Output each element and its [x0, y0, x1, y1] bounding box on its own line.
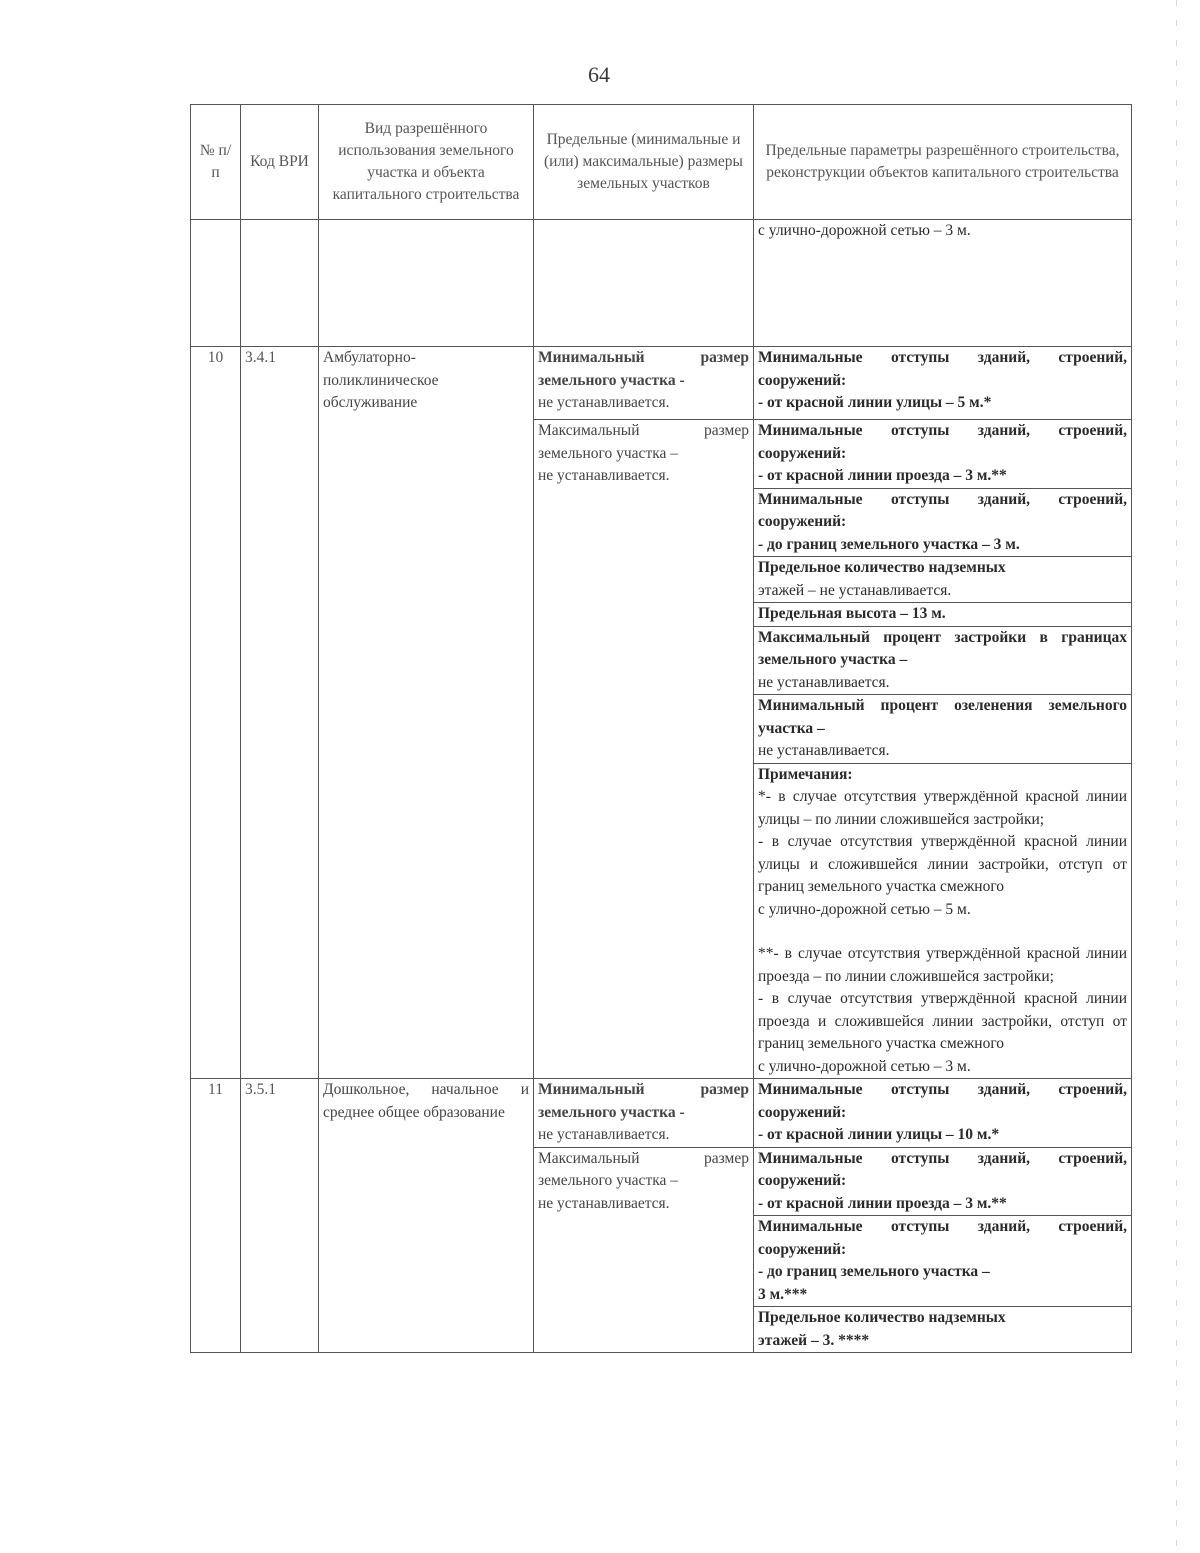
- param-heading: Минимальные отступы зданий, строений, сооружений:: [758, 1081, 1127, 1121]
- param-block: [754, 488, 1132, 557]
- param-heading: Минимальные отступы зданий, строений, сооружений:: [758, 422, 1127, 462]
- param-heading: Минимальные отступы зданий, строений, сооружений:: [758, 490, 1127, 530]
- param-block: [754, 1079, 1132, 1148]
- param-value: не устанавливается.: [758, 742, 890, 759]
- param-value: этажей – не устанавливается.: [758, 581, 952, 599]
- note-item: - в случае отсутствия утверждённой красной линии проезда и сложившейся линии застройки, отступ от границ земельного участка смежного: [758, 990, 1127, 1052]
- notes-block: [754, 763, 1132, 1079]
- param-value: - от красной линии улицы – 5 м.*: [758, 394, 992, 411]
- max-plot-size: [534, 1147, 754, 1353]
- zoning-parameters-table: [190, 104, 1132, 1353]
- table-row: [191, 220, 1132, 347]
- scan-margin-line: [1176, 0, 1177, 1553]
- table-header-row: [191, 105, 1132, 220]
- cell-number: [191, 220, 241, 347]
- param-heading: Предельное количество надземных: [758, 559, 1006, 576]
- param-block: [754, 420, 1132, 489]
- max-plot-size-value: не устанавливается.: [538, 467, 670, 484]
- min-plot-size-label: Минимальный размер земельного участка -: [538, 349, 749, 389]
- max-plot-size-label: Максимальный размер земельного участка –: [538, 422, 749, 462]
- param-block: [754, 1216, 1132, 1307]
- row-number: 11: [191, 1079, 241, 1353]
- params-text: с улично-дорожной сетью – 3 м.: [758, 222, 971, 239]
- param-value: не устанавливается.: [758, 673, 890, 691]
- min-plot-size-value: не устанавливается.: [538, 1126, 670, 1143]
- min-plot-size-label: Минимальный размер земельного участка -: [538, 1081, 749, 1121]
- row-code: 3.5.1: [241, 1079, 319, 1353]
- param-heading: Минимальные отступы зданий, строений, сооружений:: [758, 1149, 1127, 1189]
- param-block: [754, 626, 1132, 695]
- row-use-type: Дошкольное, начальное и среднее общее образование: [319, 1079, 534, 1353]
- note-item: - в случае отсутствия утверждённой красной линии улицы и сложившейся линии застройки, отступ от границ земельного участка смежного: [758, 833, 1127, 895]
- table-row: [191, 347, 1132, 420]
- param-value: - до границ земельного участка – 3 м.: [758, 535, 1020, 553]
- cell-plot-size: [534, 220, 754, 347]
- table-row: [191, 1079, 1132, 1148]
- param-heading: Предельное количество надземных: [758, 1309, 1006, 1326]
- param-value: - от красной линии улицы – 10 м.*: [758, 1126, 1000, 1143]
- header-number: № п/п: [191, 105, 241, 220]
- param-value: этажей – 3. ****: [758, 1331, 870, 1349]
- param-heading: Предельная высота – 13 м.: [758, 605, 946, 622]
- param-heading: Минимальные отступы зданий, строений, сооружений:: [758, 349, 1127, 389]
- max-plot-size: [534, 420, 754, 1079]
- param-block: [754, 557, 1132, 603]
- header-use-type: Вид разрешённого использования земельного участка и объекта капитального строительства: [319, 105, 534, 220]
- param-block: [754, 695, 1132, 764]
- param-block: [754, 347, 1132, 420]
- param-block: [754, 1307, 1132, 1353]
- param-heading: Минимальный процент озеленения земельного участка –: [758, 697, 1127, 737]
- param-heading: Минимальные отступы зданий, строений, сооружений:: [758, 1218, 1127, 1258]
- header-build-params: Предельные параметры разрешённого строительства, реконструкции объектов капитального строительства: [754, 105, 1132, 220]
- note-item: с улично-дорожной сетью – 5 м.: [758, 900, 971, 918]
- header-code: Код ВРИ: [241, 105, 319, 220]
- param-block: [754, 603, 1132, 627]
- cell-use-type: [319, 220, 534, 347]
- row-number: 10: [191, 347, 241, 1079]
- min-plot-size-value: не устанавливается.: [538, 394, 670, 411]
- min-plot-size: [534, 1079, 754, 1148]
- row-use-type: Амбулаторно-поликлиническое обслуживание: [319, 347, 534, 1079]
- param-value: - от красной линии проезда – 3 м.**: [758, 1194, 1007, 1212]
- header-plot-size: Предельные (минимальные и (или) максимальные) размеры земельных участков: [534, 105, 754, 220]
- min-plot-size: [534, 347, 754, 420]
- note-item: с улично-дорожной сетью – 3 м.: [758, 1057, 971, 1075]
- param-block: [754, 1147, 1132, 1216]
- param-value: - от красной линии проезда – 3 м.**: [758, 467, 1007, 484]
- param-heading: Максимальный процент застройки в границах земельного участка –: [758, 628, 1127, 668]
- param-value: 3 м.***: [758, 1285, 808, 1303]
- param-value: - до границ земельного участка –: [758, 1263, 990, 1280]
- cell-params: [754, 220, 1132, 347]
- cell-code: [241, 220, 319, 347]
- page-number: 64: [588, 62, 610, 87]
- row-code: 3.4.1: [241, 347, 319, 1079]
- note-item: **- в случае отсутствия утверждённой красной линии проезда – по линии сложившейся застройки;: [758, 945, 1127, 985]
- note-item: *- в случае отсутствия утверждённой красной линии улицы – по линии сложившейся застройки;: [758, 788, 1127, 828]
- max-plot-size-label: Максимальный размер земельного участка –: [538, 1149, 749, 1189]
- notes-heading: Примечания:: [758, 765, 853, 783]
- max-plot-size-value: не устанавливается.: [538, 1194, 670, 1212]
